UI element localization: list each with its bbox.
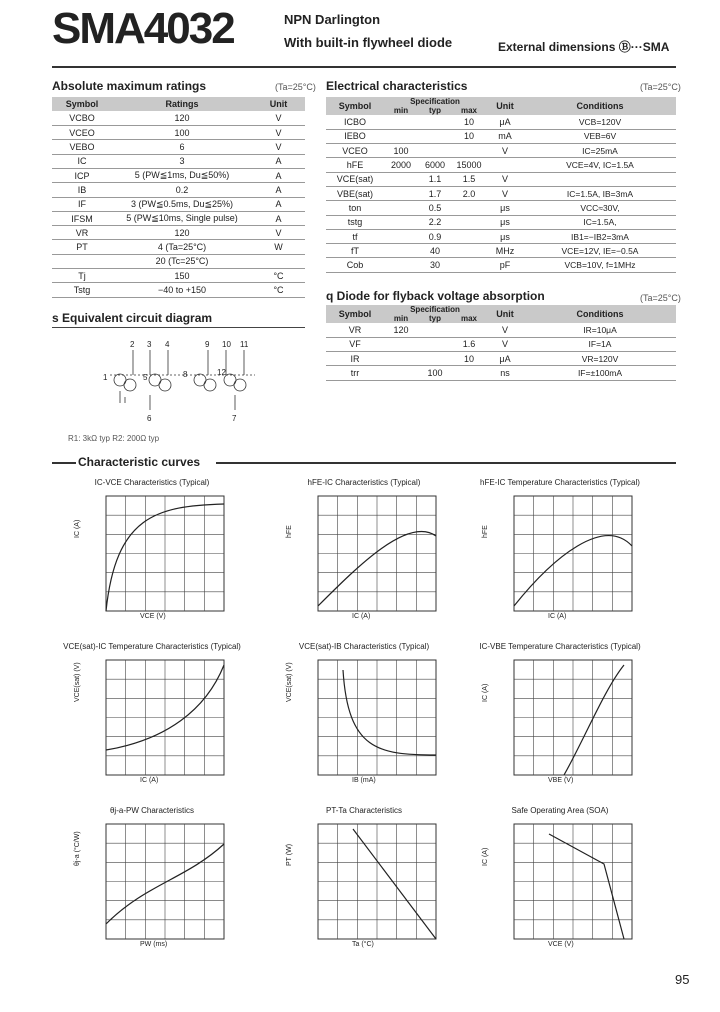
table-cell bbox=[452, 229, 486, 243]
table-cell: 10 bbox=[452, 352, 486, 366]
graph-plot bbox=[88, 818, 238, 958]
circuit-pin: 10 bbox=[222, 340, 231, 349]
table-cell: pF bbox=[486, 258, 524, 272]
table-row bbox=[326, 323, 676, 337]
table-cell: IFSM bbox=[52, 211, 112, 225]
graph-title: PT-Ta Characteristics bbox=[325, 806, 403, 815]
table-cell: 2.2 bbox=[418, 215, 452, 229]
table-row bbox=[326, 158, 676, 172]
graph-ylabel: IC (A) bbox=[482, 847, 489, 866]
table-cell: 10 bbox=[452, 129, 486, 143]
table-cell: ton bbox=[326, 201, 384, 215]
table-cell: VCE(sat) bbox=[326, 172, 384, 186]
col-header: typ bbox=[418, 314, 452, 323]
table-row bbox=[52, 168, 305, 182]
table-cell bbox=[418, 323, 452, 337]
table-cell: 1.7 bbox=[418, 186, 452, 200]
col-header: max bbox=[452, 106, 486, 115]
col-header: max bbox=[452, 314, 486, 323]
table-cell: V bbox=[486, 323, 524, 337]
col-header: Conditions bbox=[524, 97, 676, 115]
graph-plot bbox=[88, 654, 238, 794]
graph-xlabel: IB (mA) bbox=[352, 777, 376, 784]
table-cell: A bbox=[252, 154, 305, 168]
table-cell: VCE=4V, IC=1.5A bbox=[524, 158, 676, 172]
table-cell: IC=1.5A, bbox=[524, 215, 676, 229]
table-cell: 1.5 bbox=[452, 172, 486, 186]
table-cell: 2.0 bbox=[452, 186, 486, 200]
table-cell: VCB=120V bbox=[524, 115, 676, 129]
table-cell bbox=[418, 144, 452, 158]
col-header: Unit bbox=[486, 305, 524, 323]
table-cell bbox=[384, 352, 418, 366]
table-cell: μA bbox=[486, 115, 524, 129]
table-row bbox=[52, 126, 305, 140]
table-cell: A bbox=[252, 211, 305, 225]
external-dimensions: External dimensions Ⓑ···SMA bbox=[498, 40, 670, 54]
header-rule bbox=[52, 66, 676, 68]
table-cell: VF bbox=[326, 337, 384, 351]
table-cell: PT bbox=[52, 240, 112, 254]
graph-xlabel: PW (ms) bbox=[140, 941, 168, 948]
table-cell: V bbox=[252, 226, 305, 240]
table-row bbox=[326, 144, 676, 158]
table-cell: Tstg bbox=[52, 283, 112, 297]
table-cell bbox=[384, 215, 418, 229]
table-cell: 120 bbox=[384, 323, 418, 337]
curves-rule-right bbox=[216, 462, 676, 464]
col-header: Specification bbox=[384, 97, 486, 106]
graph-ylabel: IC (A) bbox=[482, 683, 489, 702]
table-row bbox=[52, 140, 305, 154]
table-cell: A bbox=[252, 183, 305, 197]
table-cell: μs bbox=[486, 229, 524, 243]
circuit-pin: 1 bbox=[103, 373, 108, 382]
table-cell: VEBO bbox=[52, 140, 112, 154]
table-cell: V bbox=[252, 111, 305, 125]
diode-condition: (Ta=25°C) bbox=[640, 293, 681, 303]
col-header: Conditions bbox=[524, 305, 676, 323]
table-cell: 3 bbox=[112, 154, 252, 168]
graph-xlabel: Ta (°C) bbox=[352, 941, 374, 948]
table-cell bbox=[384, 229, 418, 243]
graph-title: IC-VBE Temperature Characteristics (Typical) bbox=[479, 642, 641, 651]
table-row bbox=[52, 269, 305, 283]
table-cell bbox=[452, 323, 486, 337]
table-cell: IB1=−IB2=3mA bbox=[524, 229, 676, 243]
diode-title: q Diode for flyback voltage absorption bbox=[326, 289, 545, 303]
table-cell: μs bbox=[486, 215, 524, 229]
table-cell: W bbox=[252, 240, 305, 254]
table-cell: VBE(sat) bbox=[326, 186, 384, 200]
table-row bbox=[326, 352, 676, 366]
table-cell: 5 (PW≦1ms, Du≦50%) bbox=[112, 168, 252, 182]
table-row bbox=[52, 111, 305, 125]
table-cell: VCEO bbox=[52, 126, 112, 140]
circuit-pin: 11 bbox=[240, 340, 249, 349]
table-cell: Cob bbox=[326, 258, 384, 272]
table-cell: μA bbox=[486, 352, 524, 366]
elec-table bbox=[326, 97, 676, 273]
table-row bbox=[326, 244, 676, 258]
table-cell: μs bbox=[486, 201, 524, 215]
table-cell: 30 bbox=[418, 258, 452, 272]
table-cell: 4 (Ta=25°C) bbox=[112, 240, 252, 254]
table-row bbox=[52, 254, 305, 268]
col-header: min bbox=[384, 314, 418, 323]
graph-title: θj-a-PW Characteristics bbox=[109, 806, 194, 815]
table-cell: 0.2 bbox=[112, 183, 252, 197]
table-row bbox=[326, 172, 676, 186]
table-cell bbox=[418, 352, 452, 366]
table-cell: IEBO bbox=[326, 129, 384, 143]
table-cell: 100 bbox=[112, 126, 252, 140]
graph-curve bbox=[353, 829, 436, 939]
table-row bbox=[52, 211, 305, 225]
table-cell: IF=1A bbox=[524, 337, 676, 351]
table-cell: IC=25mA bbox=[524, 144, 676, 158]
table-cell bbox=[452, 366, 486, 380]
table-cell bbox=[418, 115, 452, 129]
table-cell: ICBO bbox=[326, 115, 384, 129]
table-cell bbox=[452, 258, 486, 272]
table-cell: V bbox=[252, 140, 305, 154]
graph-plot bbox=[300, 490, 450, 630]
graph-plot bbox=[300, 818, 450, 958]
table-cell: fT bbox=[326, 244, 384, 258]
table-cell: trr bbox=[326, 366, 384, 380]
table-cell: 1.1 bbox=[418, 172, 452, 186]
table-cell: IR=10μA bbox=[524, 323, 676, 337]
graph-ylabel: PT (W) bbox=[286, 843, 293, 866]
curves-title: Characteristic curves bbox=[78, 455, 201, 469]
table-cell: 10 bbox=[452, 115, 486, 129]
col-header: typ bbox=[418, 106, 452, 115]
graph-ylabel: θj-a (°C/W) bbox=[74, 831, 81, 866]
table-cell: IB bbox=[52, 183, 112, 197]
table-cell: 0.5 bbox=[418, 201, 452, 215]
table-cell: 5 (PW≦10ms, Single pulse) bbox=[112, 211, 252, 225]
table-cell: Tj bbox=[52, 269, 112, 283]
table-cell bbox=[384, 129, 418, 143]
graph-title: VCE(sat)-IB Characteristics (Typical) bbox=[298, 642, 430, 651]
graph-title: hFE-IC Temperature Characteristics (Typical) bbox=[480, 478, 640, 487]
table-cell: VCEO bbox=[326, 144, 384, 158]
col-header: Unit bbox=[252, 97, 305, 111]
table-cell bbox=[452, 244, 486, 258]
diode-table bbox=[326, 305, 676, 381]
table-row bbox=[326, 201, 676, 215]
table-cell: 0.9 bbox=[418, 229, 452, 243]
elec-condition: (Ta=25°C) bbox=[640, 82, 681, 92]
table-cell bbox=[252, 254, 305, 268]
table-cell: VCC≈30V, bbox=[524, 201, 676, 215]
table-cell: tstg bbox=[326, 215, 384, 229]
table-row bbox=[326, 258, 676, 272]
col-header: Unit bbox=[486, 97, 524, 115]
table-cell bbox=[384, 244, 418, 258]
col-header: Symbol bbox=[52, 97, 112, 111]
table-cell bbox=[524, 172, 676, 186]
elec-title: Electrical characteristics bbox=[326, 79, 468, 93]
graph-ylabel: hFE bbox=[482, 525, 489, 538]
circuit-pin: 5 bbox=[143, 373, 148, 382]
table-cell bbox=[418, 337, 452, 351]
table-cell: −40 to +150 bbox=[112, 283, 252, 297]
graph-xlabel: IC (A) bbox=[352, 613, 371, 620]
subtitle-feature: With built-in flywheel diode bbox=[284, 35, 453, 50]
circuit-pin: 4 bbox=[165, 340, 170, 349]
table-row bbox=[326, 115, 676, 129]
table-cell: 6000 bbox=[418, 158, 452, 172]
table-cell bbox=[384, 115, 418, 129]
table-cell: V bbox=[486, 186, 524, 200]
col-header: Symbol bbox=[326, 97, 384, 115]
graph-plot bbox=[300, 654, 450, 794]
abs-max-title: Absolute maximum ratings bbox=[52, 79, 207, 93]
table-cell: IC=1.5A, IB=3mA bbox=[524, 186, 676, 200]
table-cell bbox=[384, 186, 418, 200]
subtitle-type: NPN Darlington bbox=[284, 12, 381, 27]
table-row bbox=[326, 366, 676, 380]
graph-plot bbox=[496, 490, 646, 630]
table-cell: 100 bbox=[418, 366, 452, 380]
circuit-note: R1: 3kΩ typ R2: 200Ω typ bbox=[68, 434, 160, 443]
table-cell: ns bbox=[486, 366, 524, 380]
table-cell: 40 bbox=[418, 244, 452, 258]
graph-xlabel: IC (A) bbox=[548, 613, 567, 620]
table-cell: mA bbox=[486, 129, 524, 143]
table-cell: 120 bbox=[112, 226, 252, 240]
graph-xlabel: VBE (V) bbox=[548, 777, 574, 784]
table-cell: 15000 bbox=[452, 158, 486, 172]
table-cell: 6 bbox=[112, 140, 252, 154]
graph-title: hFE-IC Characteristics (Typical) bbox=[307, 478, 421, 487]
table-cell bbox=[452, 144, 486, 158]
table-row bbox=[326, 337, 676, 351]
curves-rule-left bbox=[52, 462, 76, 464]
table-cell: IR bbox=[326, 352, 384, 366]
table-row bbox=[326, 229, 676, 243]
table-cell: °C bbox=[252, 283, 305, 297]
col-header: min bbox=[384, 106, 418, 115]
table-row bbox=[52, 154, 305, 168]
table-row bbox=[52, 226, 305, 240]
abs-max-condition: (Ta=25°C) bbox=[275, 82, 316, 92]
table-cell: V bbox=[486, 337, 524, 351]
graph-curve bbox=[549, 834, 624, 939]
table-cell bbox=[384, 172, 418, 186]
table-cell: 20 (Tc=25°C) bbox=[112, 254, 252, 268]
graph-curve bbox=[343, 670, 436, 755]
circuit-title: s Equivalent circuit diagram bbox=[52, 311, 213, 325]
table-cell: V bbox=[486, 144, 524, 158]
graph-plot bbox=[88, 490, 238, 630]
table-row bbox=[52, 197, 305, 211]
table-row bbox=[326, 186, 676, 200]
col-header: Symbol bbox=[326, 305, 384, 323]
graph-xlabel: VCE (V) bbox=[140, 613, 166, 620]
circuit-pin: 6 bbox=[147, 414, 152, 423]
graph-ylabel: VCE(sat) (V) bbox=[74, 662, 81, 702]
circuit-diagram bbox=[95, 335, 265, 430]
table-row bbox=[52, 183, 305, 197]
table-cell: VCB=10V, f=1MHz bbox=[524, 258, 676, 272]
table-cell: V bbox=[252, 126, 305, 140]
circuit-pin: 3 bbox=[147, 340, 152, 349]
table-cell: VCBO bbox=[52, 111, 112, 125]
table-cell: 150 bbox=[112, 269, 252, 283]
table-cell: °C bbox=[252, 269, 305, 283]
circuit-pin: 8 bbox=[183, 370, 188, 379]
part-number: SMA4032 bbox=[52, 4, 234, 53]
graph-title: VCE(sat)-IC Temperature Characteristics (Typical) bbox=[63, 642, 241, 651]
table-row bbox=[52, 283, 305, 297]
graph-ylabel: IC (A) bbox=[74, 519, 81, 538]
circuit-pin: 12 bbox=[217, 368, 226, 377]
table-row bbox=[326, 215, 676, 229]
table-cell: IC bbox=[52, 154, 112, 168]
graph-xlabel: VCE (V) bbox=[548, 941, 574, 948]
table-cell: hFE bbox=[326, 158, 384, 172]
table-cell bbox=[384, 258, 418, 272]
table-cell: 100 bbox=[384, 144, 418, 158]
graph-title: Safe Operating Area (SOA) bbox=[511, 806, 609, 815]
table-cell bbox=[384, 201, 418, 215]
graph-plot bbox=[496, 818, 646, 958]
table-cell bbox=[52, 254, 112, 268]
table-row bbox=[52, 240, 305, 254]
table-cell: ICP bbox=[52, 168, 112, 182]
table-cell bbox=[486, 158, 524, 172]
table-cell bbox=[384, 366, 418, 380]
table-cell: VR bbox=[52, 226, 112, 240]
table-cell: tf bbox=[326, 229, 384, 243]
table-cell bbox=[452, 201, 486, 215]
table-cell bbox=[418, 129, 452, 143]
table-cell: 3 (PW≦0.5ms, Du≦25%) bbox=[112, 197, 252, 211]
table-cell: VEB=6V bbox=[524, 129, 676, 143]
graph-ylabel: VCE(sat) (V) bbox=[286, 662, 293, 702]
table-cell: A bbox=[252, 168, 305, 182]
abs-max-table bbox=[52, 97, 305, 298]
table-cell bbox=[452, 215, 486, 229]
circuit-pin: 7 bbox=[232, 414, 237, 423]
table-cell: MHz bbox=[486, 244, 524, 258]
table-cell: VR bbox=[326, 323, 384, 337]
page-number: 95 bbox=[675, 972, 690, 987]
circuit-rule bbox=[52, 327, 305, 328]
table-cell: IF=±100mA bbox=[524, 366, 676, 380]
col-header: Specification bbox=[384, 305, 486, 314]
table-cell: A bbox=[252, 197, 305, 211]
circuit-pin: 9 bbox=[205, 340, 210, 349]
table-row bbox=[326, 129, 676, 143]
table-cell: VCE=12V, IE=−0.5A bbox=[524, 244, 676, 258]
table-cell bbox=[384, 337, 418, 351]
graph-title: IC-VCE Characteristics (Typical) bbox=[94, 478, 210, 487]
table-cell: 1.6 bbox=[452, 337, 486, 351]
graph-xlabel: IC (A) bbox=[140, 777, 159, 784]
table-cell: IF bbox=[52, 197, 112, 211]
table-cell: VR=120V bbox=[524, 352, 676, 366]
table-cell: 120 bbox=[112, 111, 252, 125]
table-cell: 2000 bbox=[384, 158, 418, 172]
circuit-pin: 2 bbox=[130, 340, 135, 349]
graph-ylabel: hFE bbox=[286, 525, 293, 538]
col-header: Ratings bbox=[112, 97, 252, 111]
table-cell: V bbox=[486, 172, 524, 186]
graph-plot bbox=[496, 654, 646, 794]
